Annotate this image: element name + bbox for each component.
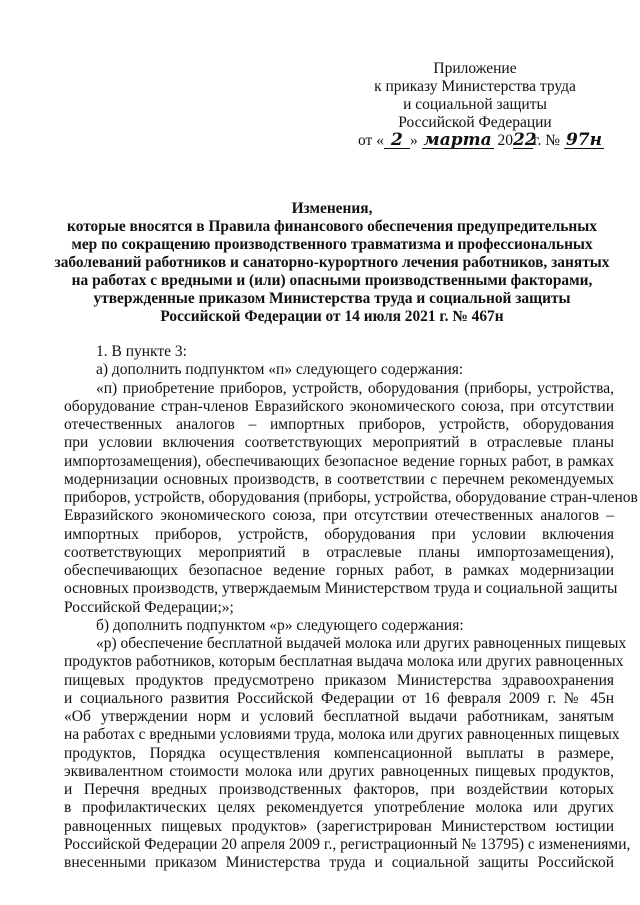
appendix-line: к приказу Министерства труда [374, 78, 576, 95]
appendix-line: Российской Федерации [398, 114, 552, 131]
body-line: «Об утверждении норм и условий бесплатной выдачи работникам, занятым [64, 708, 614, 725]
appendix-line: и социальной защиты [403, 96, 547, 113]
handwritten-month: марта [423, 130, 492, 150]
body-line: и социального развития Российской Федерации от 16 февраля 2009 г. № 45н [64, 689, 614, 707]
title-line: мер по сокращению производственного травматизма и профессиональных [71, 236, 593, 253]
title-line: которые вносятся в Правила финансового обеспечения предупредительных [67, 218, 597, 235]
title-line: утвержденные приказом Министерства труда и социальной защиты [93, 290, 571, 307]
body-line: соответствующих мероприятий в отраслевые планы импортозамещения), [64, 543, 614, 561]
year-postfix: г. № [532, 132, 561, 149]
body-line: на работах с вредными условиями труда, молока или других равноценных пищевых [64, 726, 620, 744]
body-line: оборудование стран-членов Евразийского экономического союза, при отсутствии [64, 397, 614, 415]
body-line: «п) приобретение приборов, устройств, оборудования (приборы, устройства, [96, 379, 614, 397]
body-line: в профилактических целях рекомендуется употребление молока или других [64, 799, 614, 817]
appendix-line: Приложение [433, 60, 517, 77]
body-line: импортозамещения), обеспечивающих безопасное ведение горных работ, в рамках [64, 452, 614, 470]
body-line: а) дополнить подпунктом «п» следующего содержания: [96, 361, 464, 379]
body-line: приборов, устройств, оборудования (приборы, устройства, оборудование стран-членов [64, 489, 638, 506]
body-line: Евразийского экономического союза, при отсутствии отечественных аналогов – [64, 507, 614, 525]
document-body [64, 343, 638, 872]
body-line: «р) обеспечение бесплатной выдачей молока или других равноценных пищевых [96, 635, 627, 652]
title-line: Российской Федерации от 14 июля 2021 г. № 467н [160, 308, 504, 325]
appendix-header [340, 60, 610, 150]
handwritten-year: 22 [512, 130, 537, 150]
body-line: 1. В пункте 3: [96, 343, 187, 360]
body-line: модернизации основных производств, в соответствии с перечнем рекомендуемых [64, 470, 614, 488]
body-line: эквивалентном стоимости молока или других равноценных пищевых продуктов, [64, 762, 614, 780]
body-line: импортных приборов, устройств, оборудования при условии включения [64, 525, 614, 543]
body-line: Российской Федерации 20 апреля 2009 г., регистрационный № 13795) с изменениями, [64, 835, 631, 853]
handwritten-order-number: 97н [565, 130, 603, 150]
date-mid: » [409, 132, 418, 149]
body-line: и Перечня вредных производственных факторов, при воздействии которых [64, 781, 614, 798]
body-line: основных производств, утверждаемым Министерством труда и социальной защиты [64, 580, 618, 598]
document-title [40, 200, 624, 326]
body-line: отечественных аналогов – импортных приборов, устройств, оборудования [64, 416, 614, 433]
title-line: Изменения, [291, 200, 373, 217]
body-line: пищевых продуктов предусмотрено приказом Министерства здравоохранения [64, 671, 614, 689]
body-line: при условии включения соответствующих мероприятий в отраслевые планы [64, 434, 614, 452]
body-line: Российской Федерации;»; [64, 598, 234, 616]
order-date-line [340, 132, 610, 150]
body-line: равноценных пищевых продуктов» (зарегистрирован Министерством юстиции [64, 817, 614, 835]
body-line: обеспечивающих безопасное ведение горных работ, в рамках модернизации [64, 562, 614, 579]
body-line: б) дополнить подпунктом «р» следующего содержания: [96, 616, 464, 634]
body-line: продуктов работников, которым бесплатная выдача молока или других равноценных [64, 653, 624, 671]
body-line: продуктов, Порядка осуществления компенсационной выплаты в размере, [64, 744, 614, 762]
handwritten-day: 2 [384, 133, 410, 149]
body-line: внесенными приказом Министерства труда и социальной защиты Российской [64, 854, 614, 871]
year-prefix: 20 [497, 132, 513, 149]
title-line: заболеваний работников и санаторно-курортного лечения работников, занятых [54, 254, 610, 271]
date-prefix: от « [358, 132, 384, 149]
title-line: на работах с вредными и (или) опасными производственными факторами, [71, 272, 593, 289]
